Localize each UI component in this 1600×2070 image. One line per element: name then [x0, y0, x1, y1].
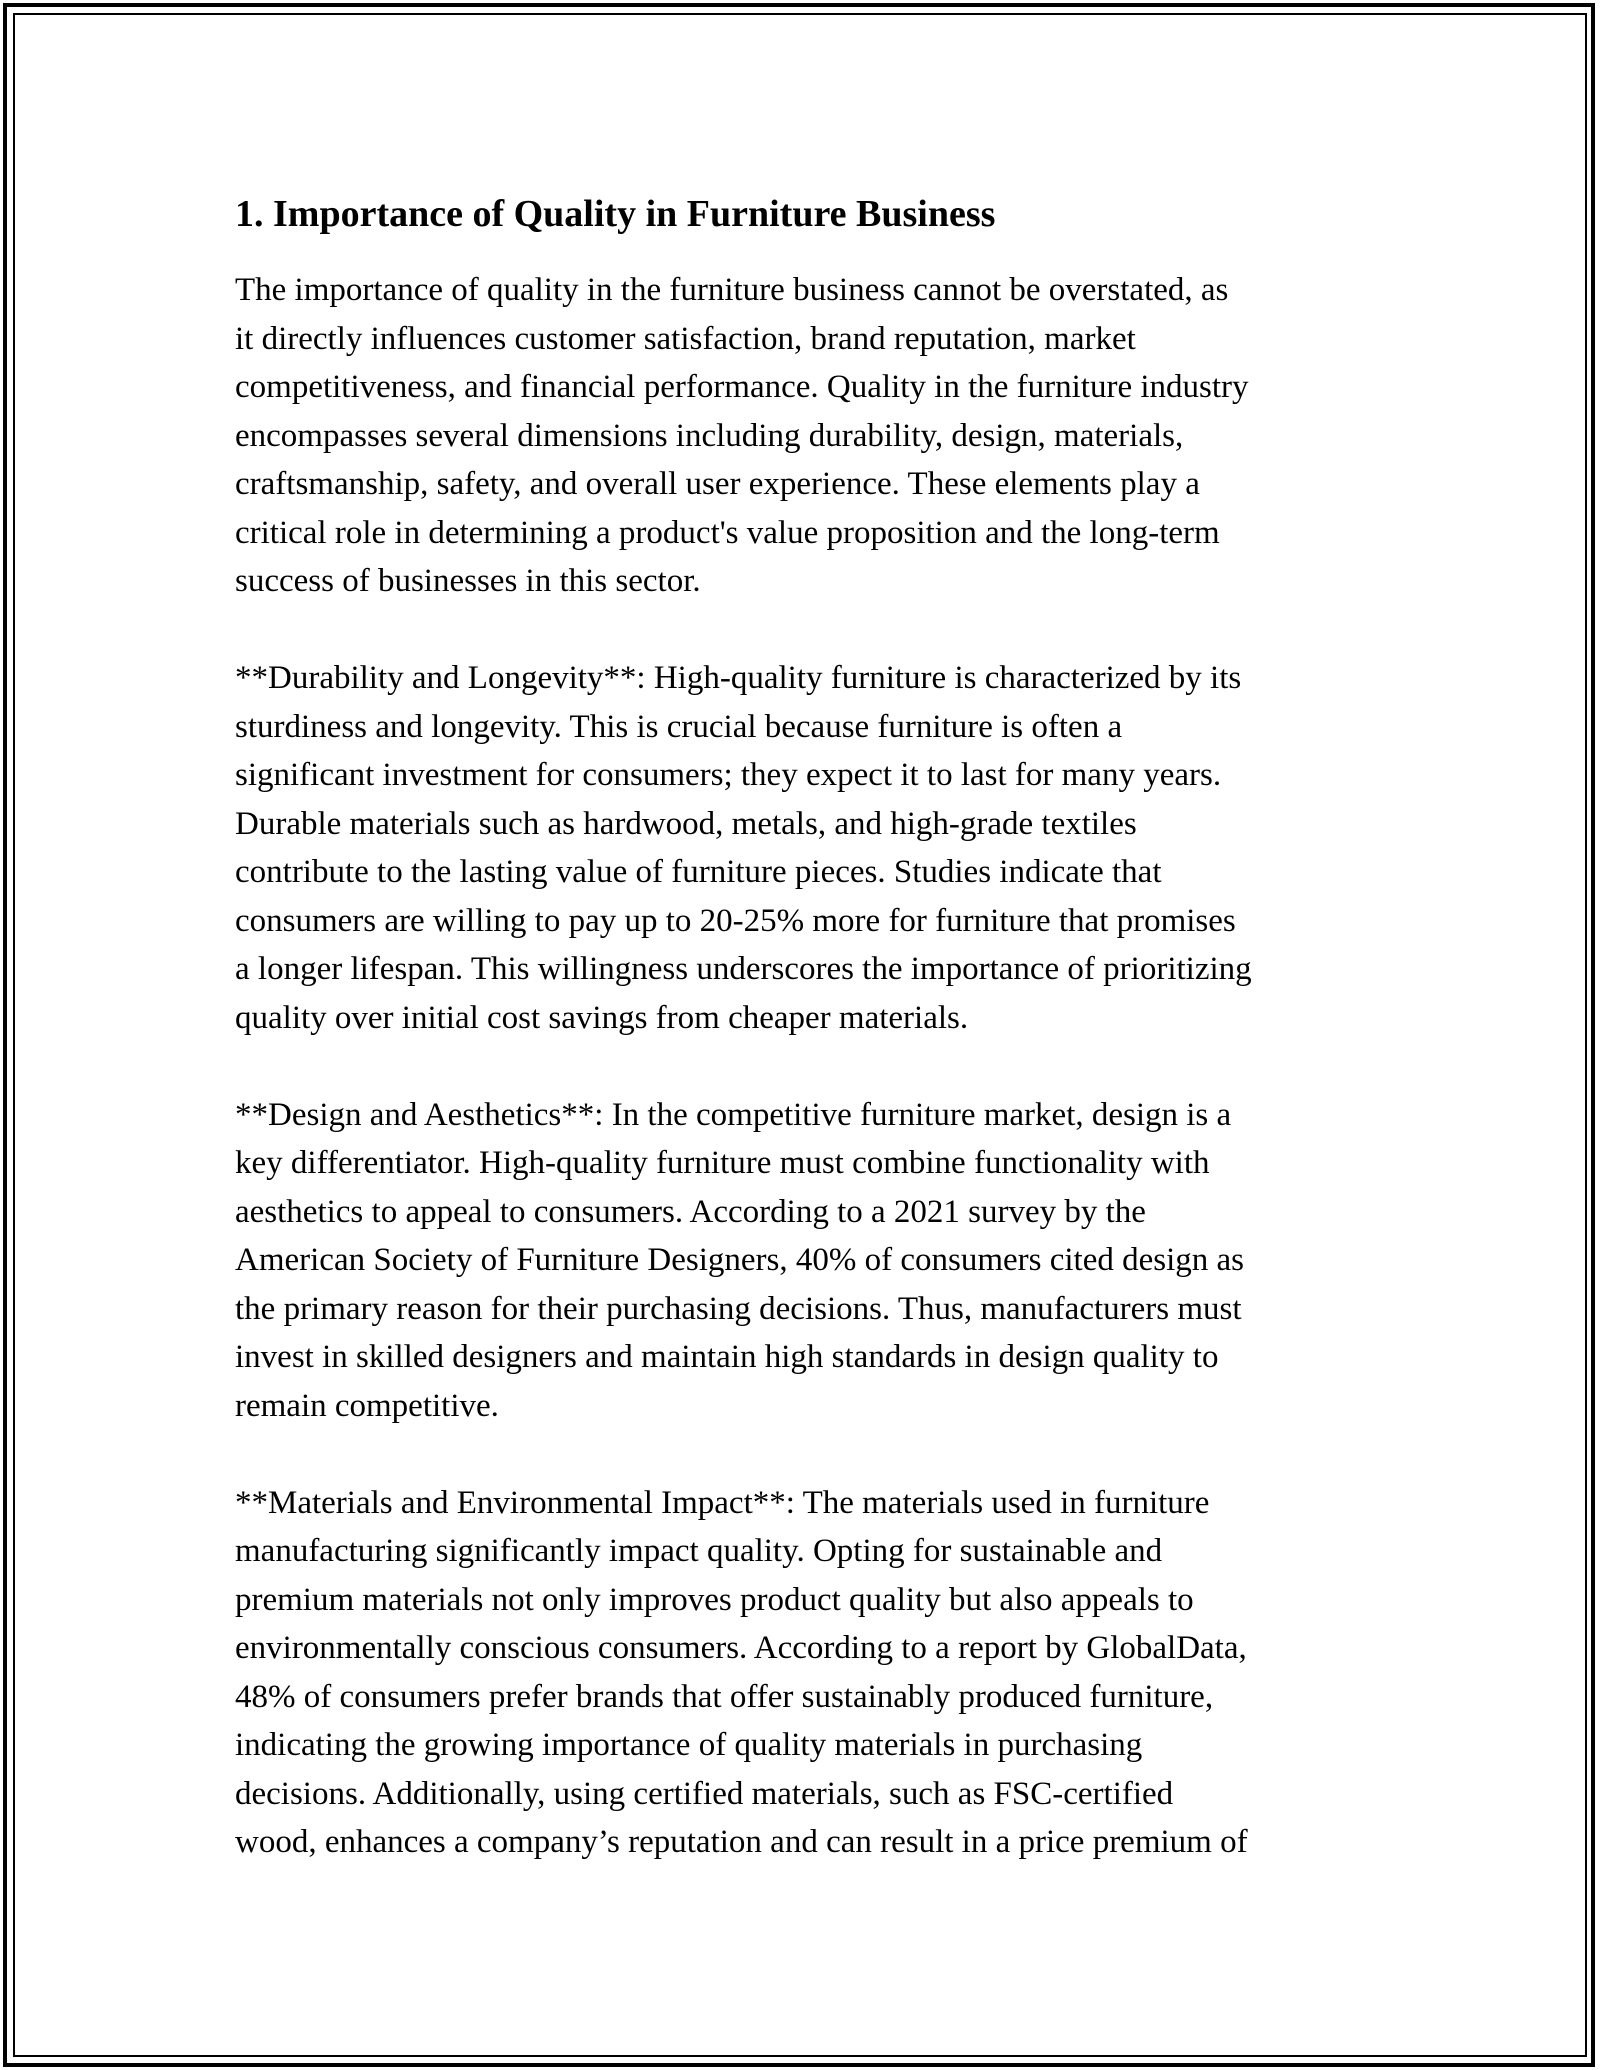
text-line: encompasses several dimensions including durability, design, materials, [235, 417, 1184, 454]
text-line: critical role in determining a product's value proposition and the long-term [235, 514, 1220, 551]
text-line: a longer lifespan. This willingness underscores the importance of prioritizing [235, 951, 1252, 987]
text-line: environmentally conscious consumers. According to a report by GlobalData, [235, 1630, 1247, 1666]
text-line: invest in skilled designers and maintain high standards in design quality to [235, 1339, 1219, 1375]
text-line: **Materials and Environmental Impact**: The materials used in furniture [235, 1484, 1210, 1521]
text-line: manufacturing significantly impact quality. Opting for sustainable and [235, 1533, 1163, 1569]
text-line: key differentiator. High-quality furniture must combine functionality with [235, 1145, 1210, 1181]
text-line: premium materials not only improves product quality but also appeals to [235, 1581, 1194, 1618]
text-line: wood, enhances a company’s reputation and can result in a price premium of [235, 1824, 1248, 1860]
text-line: The importance of quality in the furniture business cannot be overstated, as [235, 272, 1229, 308]
paragraph-materials [235, 1479, 1380, 1867]
text-line: quality over initial cost savings from cheaper materials. [235, 999, 969, 1036]
text-line: indicating the growing importance of quality materials in purchasing [235, 1727, 1143, 1763]
text-line: American Society of Furniture Designers, 40% of consumers cited design as [235, 1242, 1244, 1278]
text-line: the primary reason for their purchasing decisions. Thus, manufacturers must [235, 1290, 1242, 1327]
text-line: it directly influences customer satisfaction, brand reputation, market [235, 320, 1136, 357]
text-line: **Design and Aesthetics**: In the competitive furniture market, design is a [235, 1096, 1232, 1133]
text-line: 48% of consumers prefer brands that offer sustainably produced furniture, [235, 1678, 1214, 1715]
text-line: competitiveness, and financial performance. Quality in the furniture industry [235, 369, 1249, 405]
paragraph-durability [235, 654, 1380, 1042]
paragraph-intro [235, 266, 1380, 606]
text-line: contribute to the lasting value of furniture pieces. Studies indicate that [235, 854, 1162, 890]
text-line: decisions. Additionally, using certified materials, such as FSC-certified [235, 1775, 1174, 1812]
text-line: craftsmanship, safety, and overall user experience. These elements play a [235, 466, 1200, 502]
text-line: aesthetics to appeal to consumers. According to a 2021 survey by the [235, 1193, 1146, 1230]
text-line: sturdiness and longevity. This is crucial because furniture is often a [235, 708, 1123, 745]
paragraph-design [235, 1091, 1380, 1431]
text-line: remain competitive. [235, 1387, 499, 1424]
document-body [235, 188, 1380, 1915]
text-line: **Durability and Longevity**: High-quality furniture is characterized by its [235, 660, 1242, 696]
text-line: success of businesses in this sector. [235, 563, 701, 599]
text-line: significant investment for consumers; they expect it to last for many years. [235, 757, 1222, 793]
section-heading: 1. Importance of Quality in Furniture Business [235, 193, 996, 235]
text-line: consumers are willing to pay up to 20-25% more for furniture that promises [235, 902, 1236, 939]
text-line: Durable materials such as hardwood, metals, and high-grade textiles [235, 805, 1137, 842]
